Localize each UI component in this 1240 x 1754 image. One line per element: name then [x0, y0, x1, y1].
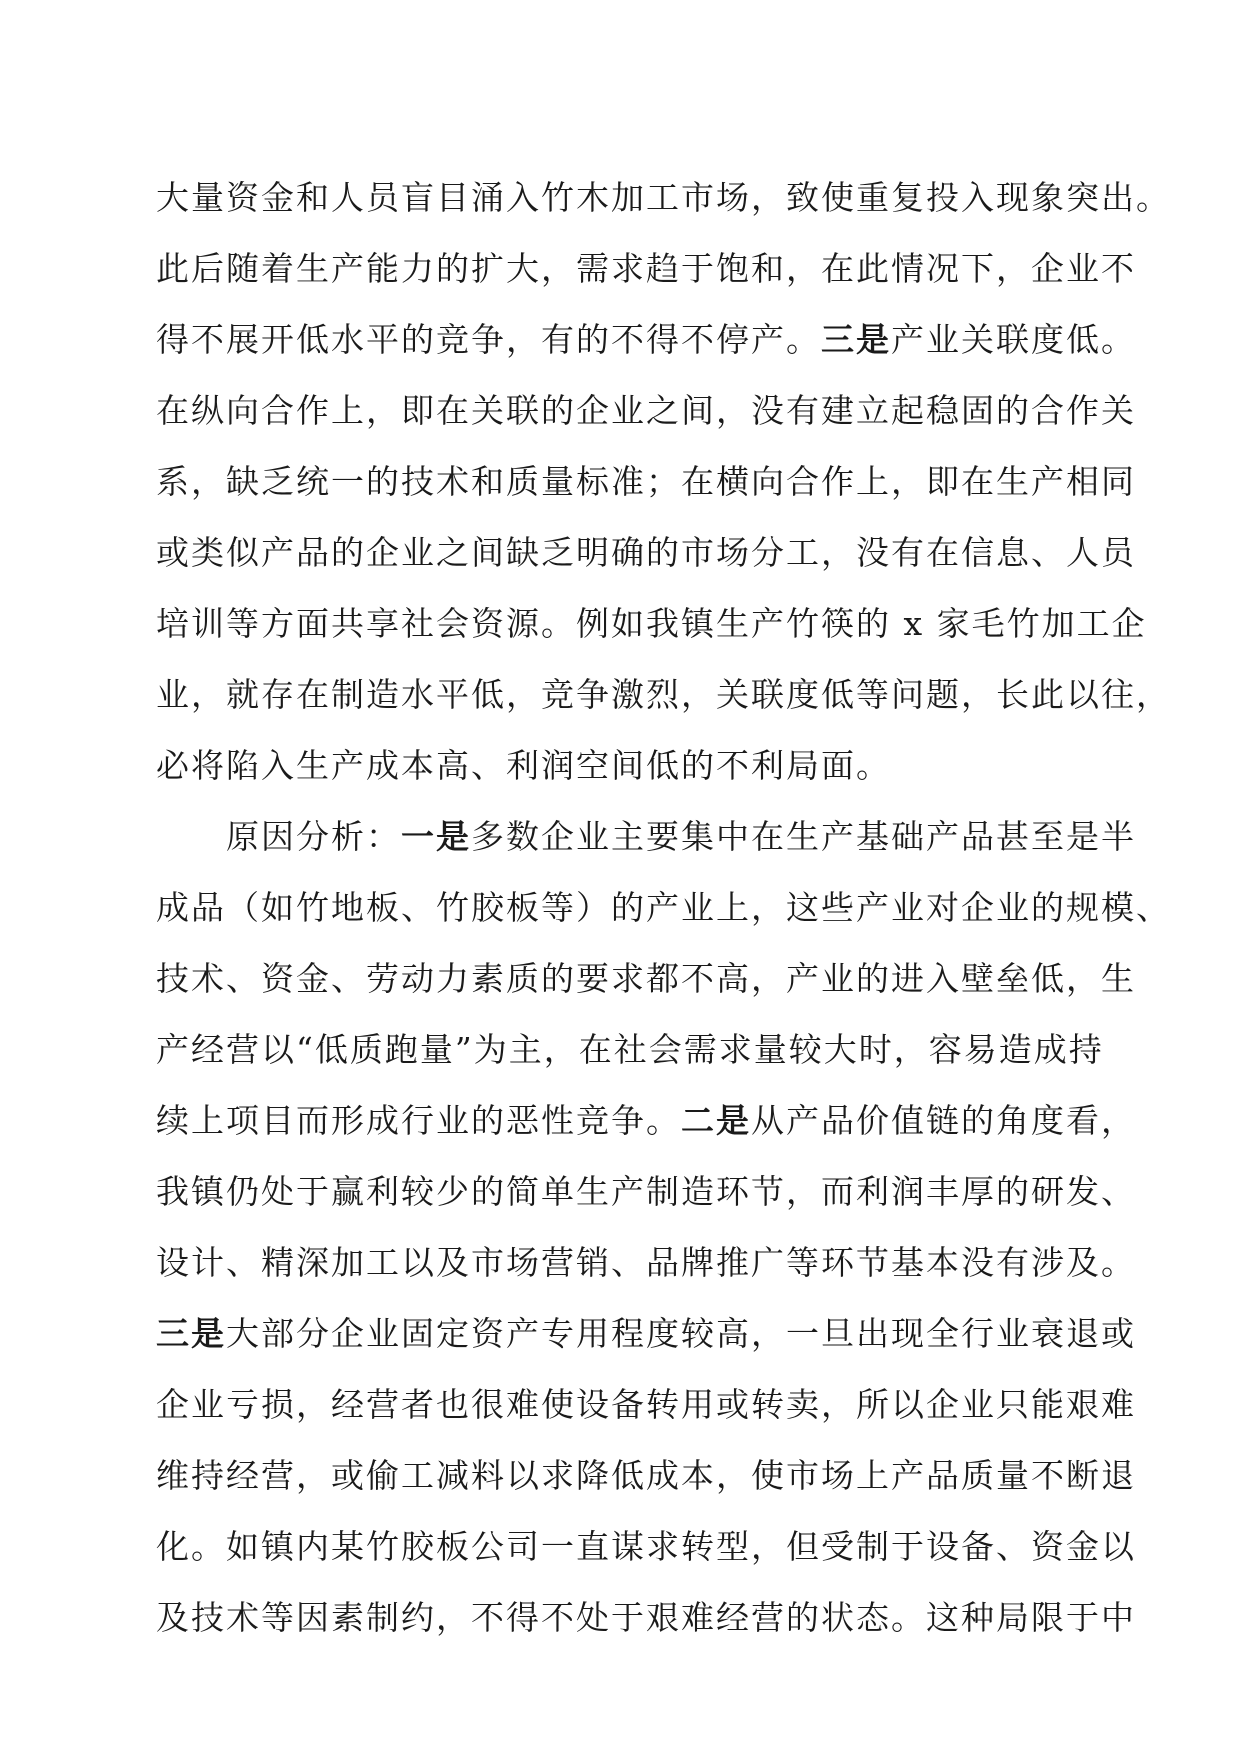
text-segment: 维持经营，或偷工减料以求降低成本，使市场上产品质量不断退 — [156, 1456, 1136, 1495]
emphasis-text: 三是 — [821, 320, 891, 359]
text-segment: 或类似产品的企业之间缺乏明确的市场分工，没有在信息、人员 — [156, 533, 1136, 572]
text-line — [156, 1369, 1136, 1440]
text-line — [156, 375, 1136, 446]
text-line — [156, 1227, 1136, 1298]
text-segment: 此后随着生产能力的扩大，需求趋于饱和，在此情况下，企业不 — [156, 249, 1136, 288]
text-segment: 续上项目而形成行业的恶性竞争。 — [156, 1101, 681, 1140]
text-line — [156, 801, 1136, 872]
text-line — [156, 730, 1066, 801]
body-text — [156, 162, 1171, 1653]
text-line — [156, 304, 1136, 375]
text-line — [156, 1298, 1136, 1369]
text-line — [156, 872, 1171, 943]
text-segment: 得不展开低水平的竞争，有的不得不停产。 — [156, 320, 821, 359]
text-segment: 我镇仍处于赢利较少的简单生产制造环节，而利润丰厚的研发、 — [156, 1172, 1136, 1211]
text-line — [156, 588, 1147, 659]
text-line — [156, 943, 1136, 1014]
text-segment: 在纵向合作上，即在关联的企业之间，没有建立起稳固的合作关 — [156, 391, 1136, 430]
text-line — [156, 1582, 1136, 1653]
text-segment: 从产品价值链的角度看， — [751, 1101, 1136, 1140]
text-segment: 多数企业主要集中在生产基础产品甚至是半 — [471, 817, 1136, 856]
text-segment: 培训等方面共享社会资源。例如我镇生产竹筷的 x 家毛竹加工企 — [156, 604, 1147, 643]
text-line — [156, 1014, 1104, 1085]
text-segment: 必将陷入生产成本高、利润空间低的不利局面。 — [156, 746, 891, 785]
text-line — [156, 1085, 1136, 1156]
text-segment: 业，就存在制造水平低，竞争激烈，关联度低等问题，长此以往， — [156, 675, 1171, 714]
emphasis-text: 三是 — [156, 1314, 226, 1353]
text-line — [156, 446, 1136, 517]
emphasis-text: 一是 — [401, 817, 471, 856]
text-segment: 成品（如竹地板、竹胶板等）的产业上，这些产业对企业的规模、 — [156, 888, 1171, 927]
text-segment: 技术、资金、劳动力素质的要求都不高，产业的进入壁垒低，生 — [156, 959, 1136, 998]
text-line — [156, 659, 1171, 730]
text-segment: 大量资金和人员盲目涌入竹木加工市场，致使重复投入现象突出。 — [156, 178, 1171, 217]
text-segment: 大部分企业固定资产专用程度较高，一旦出现全行业衰退或 — [226, 1314, 1136, 1353]
text-line — [156, 1156, 1136, 1227]
text-line — [156, 1511, 1136, 1582]
text-line — [156, 1440, 1136, 1511]
text-segment: 产业关联度低。 — [891, 320, 1136, 359]
text-segment: 原因分析： — [226, 817, 401, 856]
text-segment: 系，缺乏统一的技术和质量标准；在横向合作上，即在生产相同 — [156, 462, 1136, 501]
text-line — [156, 162, 1171, 233]
text-segment: 企业亏损，经营者也很难使设备转用或转卖，所以企业只能艰难 — [156, 1385, 1136, 1424]
text-segment: 化。如镇内某竹胶板公司一直谋求转型，但受制于设备、资金以 — [156, 1527, 1136, 1566]
text-segment: 设计、精深加工以及市场营销、品牌推广等环节基本没有涉及。 — [156, 1243, 1136, 1282]
text-line — [156, 517, 1136, 588]
text-segment: 及技术等因素制约，不得不处于艰难经营的状态。这种局限于中 — [156, 1598, 1136, 1637]
emphasis-text: 二是 — [681, 1101, 751, 1140]
text-line — [156, 233, 1136, 304]
text-segment: 产经营以“低质跑量”为主，在社会需求量较大时，容易造成持 — [156, 1030, 1104, 1069]
